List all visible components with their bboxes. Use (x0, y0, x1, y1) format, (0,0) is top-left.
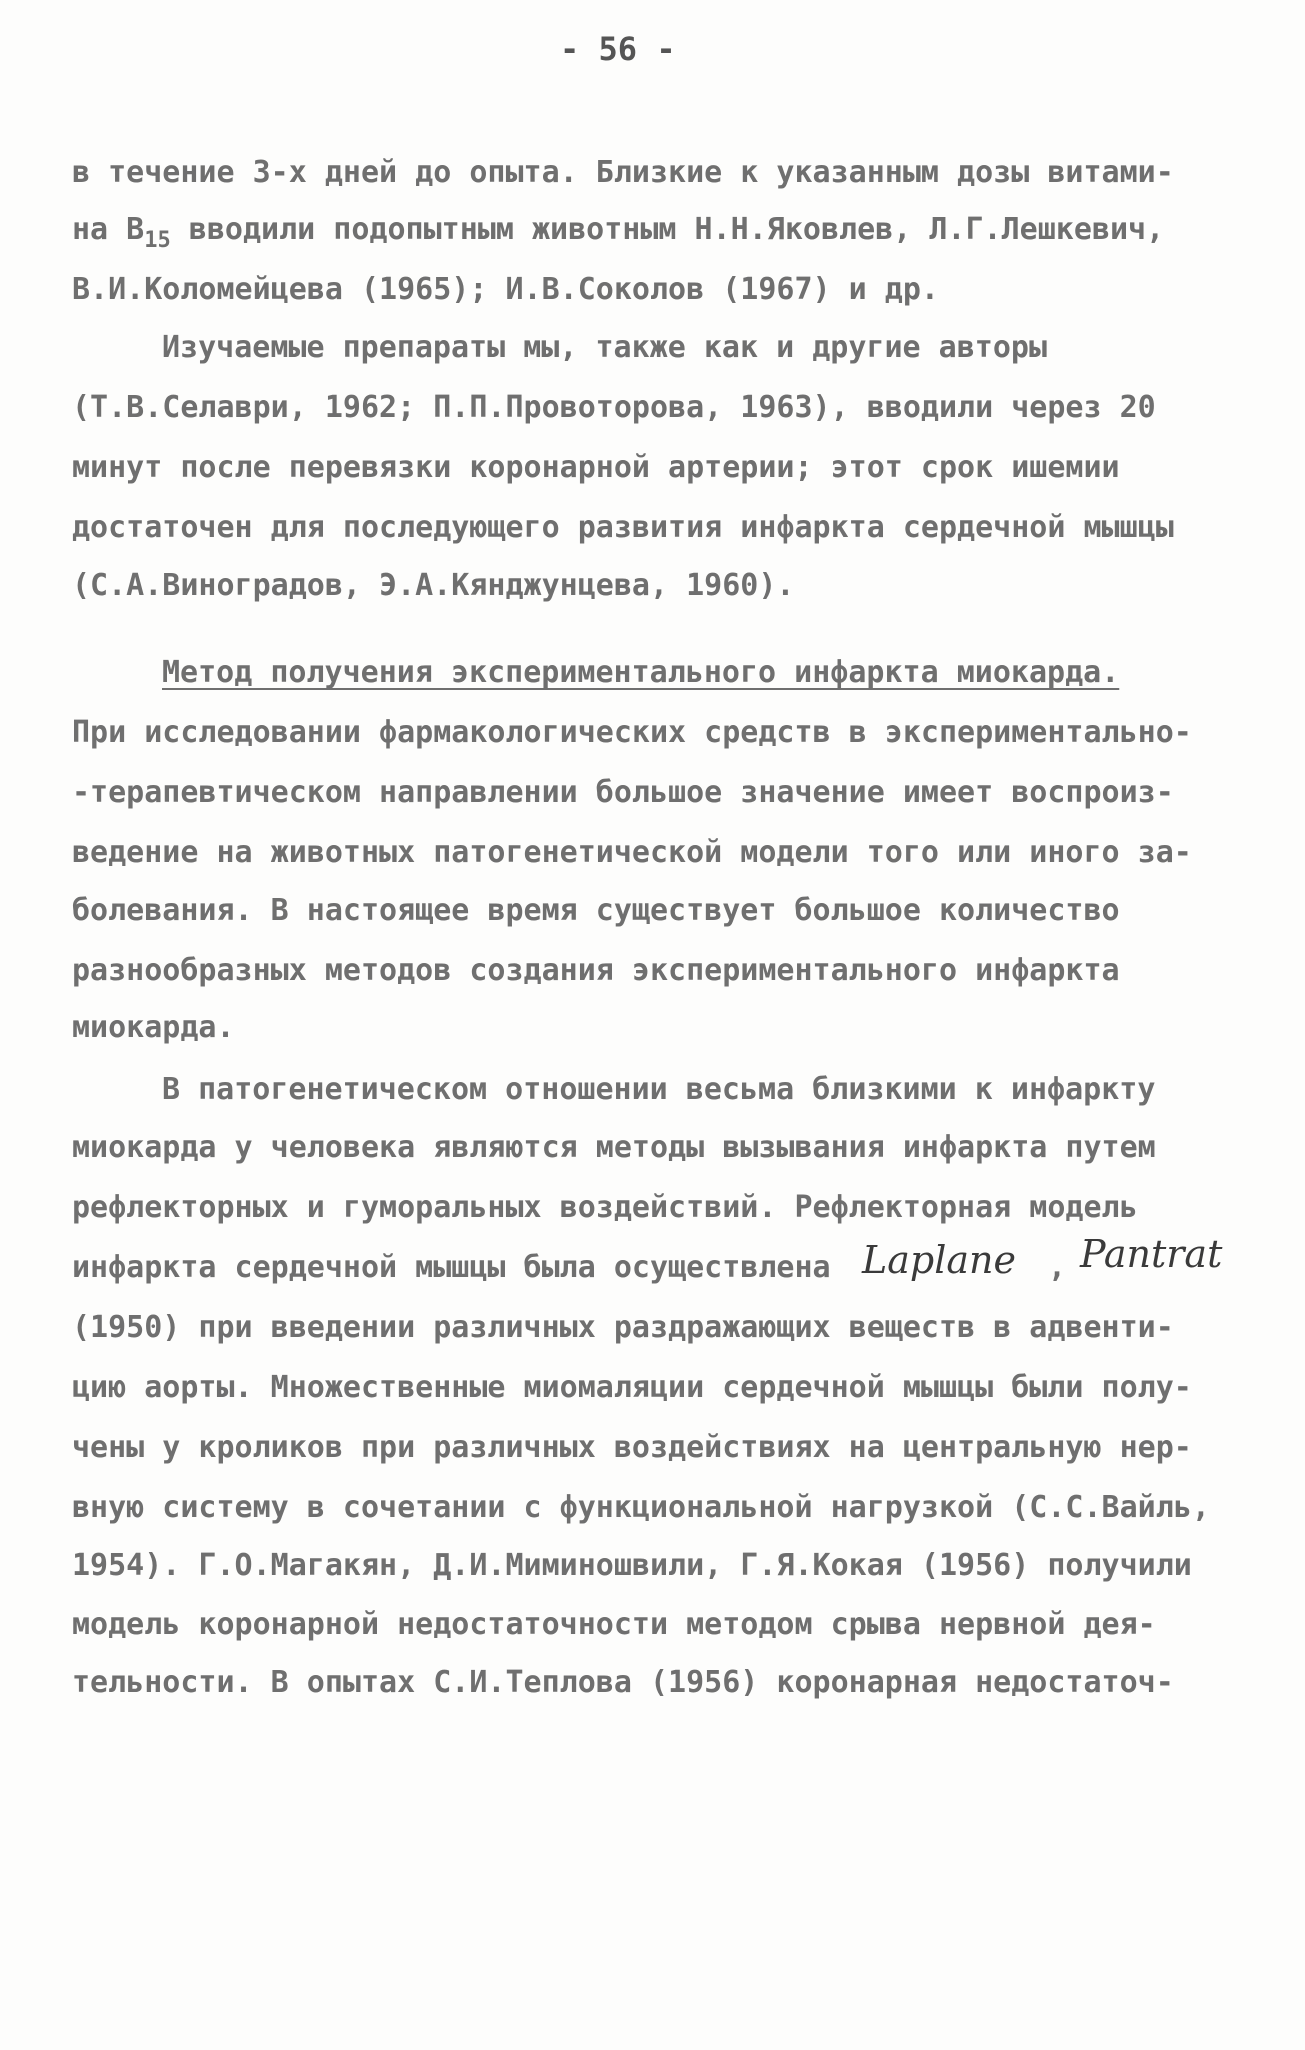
handwritten-author-1: Laplane (862, 1238, 1016, 1282)
text-line-12: болевания. В настоящее время существует большое количество (72, 893, 1120, 928)
text-line-10: -терапевтическом направлении большое значение имеет воспроиз- (72, 775, 1174, 810)
text-line-6: минут после перевязки коронарной артерии; этот срок ишемии (72, 450, 1120, 485)
handwritten-author-2: Pantrat (1080, 1232, 1223, 1276)
text-line-5: (Т.В.Селаври, 1962; П.П.Провоторова, 1963), вводили через 20 (72, 390, 1156, 425)
text-line-4: Изучаемые препараты мы, также как и другие авторы (162, 330, 1048, 365)
text-line-25: тельности. В опытах С.И.Теплова (1956) коронарная недостаточ- (72, 1665, 1174, 1700)
text-line-16: миокарда у человека являются методы вызывания инфаркта путем (72, 1130, 1156, 1165)
text-line-8: (С.А.Виноградов, Э.А.Кянджунцева, 1960). (72, 568, 795, 603)
text-line-2 (72, 212, 1164, 253)
text-line-3: В.И.Коломейцева (1965); И.В.Соколов (1967) и др. (72, 272, 939, 307)
text-line-2-rest: вводили подопытным животным Н.Н.Яковлев, Л.Г.Лешкевич, (170, 212, 1165, 247)
text-line-2-start: на В (72, 212, 145, 247)
text-line-1: в течение 3-х дней до опыта. Близкие к указанным дозы витами- (72, 155, 1174, 190)
text-line-11: ведение на животных патогенетической модели того или иного за- (72, 835, 1192, 870)
text-line-9: При исследовании фармакологических средств в экспериментально- (72, 715, 1192, 750)
text-line-13: разнообразных методов создания экспериментального инфаркта (72, 953, 1120, 988)
text-line-20: цию аорты. Множественные миомаляции сердечной мышцы были полу- (72, 1370, 1192, 1405)
text-line-17: рефлекторных и гуморальных воздействий. Рефлекторная модель (72, 1190, 1138, 1225)
text-line-22: вную систему в сочетании с функциональной нагрузкой (С.С.Вайль, (72, 1490, 1210, 1525)
text-line-18: инфаркта сердечной мышцы была осуществлена (72, 1250, 831, 1285)
text-line-15: В патогенетическом отношении весьма близкими к инфаркту (162, 1072, 1156, 1107)
text-line-14: миокарда. (72, 1010, 235, 1045)
text-line-7: достаточен для последующего развития инфаркта сердечной мышцы (72, 510, 1174, 545)
text-line-21: чены у кроликов при различных воздействиях на центральную нер- (72, 1430, 1192, 1465)
page-number: - 56 - (560, 30, 676, 68)
text-line-24: модель коронарной недостаточности методом срыва нервной дея- (72, 1607, 1156, 1642)
section-heading: Метод получения экспериментального инфаркта миокарда. (162, 655, 1120, 690)
text-line-23: 1954). Г.О.Магакян, Д.И.Миминошвили, Г.Я.Кокая (1956) получили (72, 1548, 1192, 1583)
vitamin-subscript: 15 (144, 228, 171, 253)
text-line-19: (1950) при введении различных раздражающих веществ в адвенти- (72, 1310, 1174, 1345)
handwritten-comma: , (1048, 1250, 1067, 1285)
